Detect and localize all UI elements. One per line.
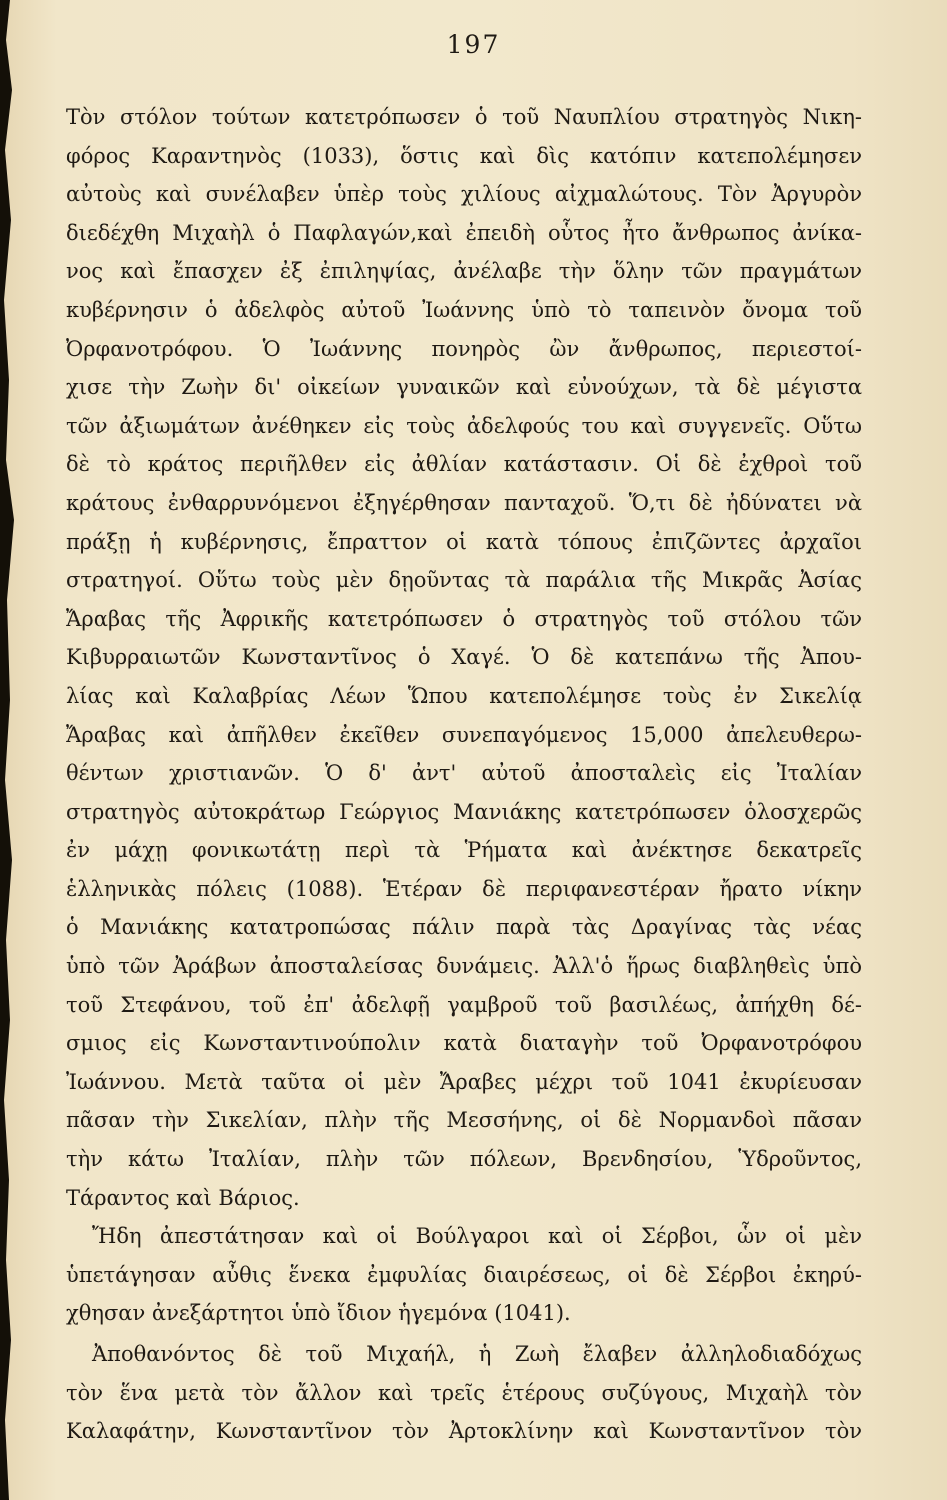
text-line: τοῦ Στεφάνου, τοῦ ἐπ' ἀδελφῇ γαμβροῦ τοῦ βασιλέως, ἀπήχθη δέ- (66, 992, 862, 1017)
text-line: Ὀρφανοτρόφου. Ὁ Ἰωάννης πονηρὸς ὢν ἄνθρωπος, περιεστοί- (66, 336, 862, 361)
text-line: Ἄραβας καὶ ἀπῆλθεν ἐκεῖθεν συνεπαγόμενος 15,000 ἀπελευθερω- (66, 722, 862, 747)
text-line: νος καὶ ἔπασχεν ἐξ ἐπιληψίας, ἀνέλαβε τὴν ὅλην τῶν πραγμάτων (66, 259, 862, 284)
text-line: θέντων χριστιανῶν. Ὁ δ' ἀντ' αὐτοῦ ἀποσταλεὶς εἰς Ἰταλίαν (66, 761, 862, 786)
text-line: κράτους ἐνθαρρυνόμενοι ἐξηγέρθησαν πανταχοῦ. Ὅ,τι δὲ ἠδύνατει νὰ (66, 490, 862, 515)
text-line: τῶν ἀξιωμάτων ἀνέθηκεν εἰς τοὺς ἀδελφούς του καὶ συγγενεῖς. Οὕτω (66, 413, 862, 438)
text-line: Καλαφάτην, Κωνσταντῖνον τὸν Ἀρτοκλίνην καὶ Κωνσταντῖνον τὸν (66, 1419, 862, 1444)
torn-page-edge (0, 0, 22, 1500)
text-line: λίας καὶ Καλαβρίας Λέων Ὥπου κατεπολέμησε τοὺς ἐν Σικελίᾳ (66, 683, 862, 708)
text-line: στρατηγοί. Οὕτω τοὺς μὲν δῃοῦντας τὰ παράλια τῆς Μικρᾶς Ἀσίας (66, 568, 862, 593)
text-line: τὴν κάτω Ἰταλίαν, πλὴν τῶν πόλεων, Βρενδησίου, Ὑδροῦντος, (66, 1147, 862, 1172)
text-line: ὑπὸ τῶν Ἀράβων ἀποσταλείσας δυνάμεις. Ἀλλ'ὁ ἥρως διαβληθεὶς ὑπὸ (66, 954, 862, 979)
text-line: διεδέχθη Μιχαὴλ ὁ Παφλαγών,καὶ ἐπειδὴ οὗτος ἦτο ἄνθρωπος ἀνίκα- (66, 220, 862, 245)
text-line: κυβέρνησιν ὁ ἀδελφὸς αὐτοῦ Ἰωάννης ὑπὸ τὸ ταπεινὸν ὄνομα τοῦ (66, 297, 862, 322)
text-line: Ἰωάννου. Μετὰ ταῦτα οἱ μὲν Ἄραβες μέχρι τοῦ 1041 ἐκυρίευσαν (66, 1069, 862, 1094)
text-line: ὑπετάγησαν αὖθις ἕνεκα ἐμφυλίας διαιρέσεως, οἱ δὲ Σέρβοι ἐκηρύ- (66, 1262, 862, 1287)
text-line: Ἄραβας τῆς Ἀφρικῆς κατετρόπωσεν ὁ στρατηγὸς τοῦ στόλου τῶν (66, 606, 862, 631)
text-line: χθησαν ἀνεξάρτητοι ὑπὸ ἴδιον ἡγεμόνα (1041). (66, 1301, 571, 1326)
text-line: στρατηγὸς αὐτοκράτωρ Γεώργιος Μανιάκης κατετρόπωσεν ὁλοσχερῶς (66, 799, 862, 824)
text-line: φόρος Καραντηνὸς (1033), ὅστις καὶ δὶς κατόπιν κατεπολέμησεν (66, 143, 862, 168)
text-line: ὁ Μανιάκης κατατροπώσας πάλιν παρὰ τὰς Δραγίνας τὰς νέας (66, 915, 862, 940)
text-line: σμιος εἰς Κωνσταντινούπολιν κατὰ διαταγὴν τοῦ Ὀρφανοτρόφου (66, 1031, 862, 1056)
text-line: χισε τὴν Ζωὴν δι' οἰκείων γυναικῶν καὶ εὐνούχων, τὰ δὲ μέγιστα (66, 375, 862, 400)
text-line: ἐν μάχῃ φονικωτάτῃ περὶ τὰ Ῥήματα καὶ ἀνέκτησε δεκατρεῖς (66, 838, 862, 863)
text-line: Τὸν στόλον τούτων κατετρόπωσεν ὁ τοῦ Ναυπλίου στρατηγὸς Νικη- (66, 105, 862, 129)
text-line: πᾶσαν τὴν Σικελίαν, πλὴν τῆς Μεσσήνης, οἱ δὲ Νορμανδοὶ πᾶσαν (66, 1108, 862, 1133)
page-number: 197 (446, 30, 501, 59)
text-line: τὸν ἕνα μετὰ τὸν ἄλλον καὶ τρεῖς ἑτέρους συζύγους, Μιχαὴλ τὸν (66, 1380, 862, 1405)
body-text (66, 98, 862, 1451)
text-line: Τάραντος καὶ Βάριος. (66, 1185, 300, 1210)
text-line: Ἀποθανόντος δὲ τοῦ Μιχαήλ, ἡ Ζωὴ ἔλαβεν ἀλληλοδιαδόχως (92, 1342, 862, 1366)
text-line: πράξῃ ἡ κυβέρνησις, ἔπραττον οἱ κατὰ τόπους ἐπιζῶντες ἀρχαῖοι (66, 529, 862, 554)
text-line: ἑλληνικὰς πόλεις (1088). Ἑτέραν δὲ περιφανεστέραν ἤρατο νίκην (66, 876, 862, 901)
text-line: δὲ τὸ κράτος περιῆλθεν εἰς ἀθλίαν κατάστασιν. Οἱ δὲ ἐχθροὶ τοῦ (66, 452, 862, 477)
text-line: αὐτοὺς καὶ συνέλαβεν ὑπὲρ τοὺς χιλίους αἰχμαλώτους. Τὸν Ἀργυρὸν (66, 182, 862, 207)
text-line: Ἤδη ἀπεστάτησαν καὶ οἱ Βούλγαροι καὶ οἱ Σέρβοι, ὧν οἱ μὲν (92, 1224, 862, 1249)
text-line: Κιβυρραιωτῶν Κωνσταντῖνος ὁ Χαγέ. Ὁ δὲ κατεπάνω τῆς Ἀπου- (66, 645, 862, 670)
